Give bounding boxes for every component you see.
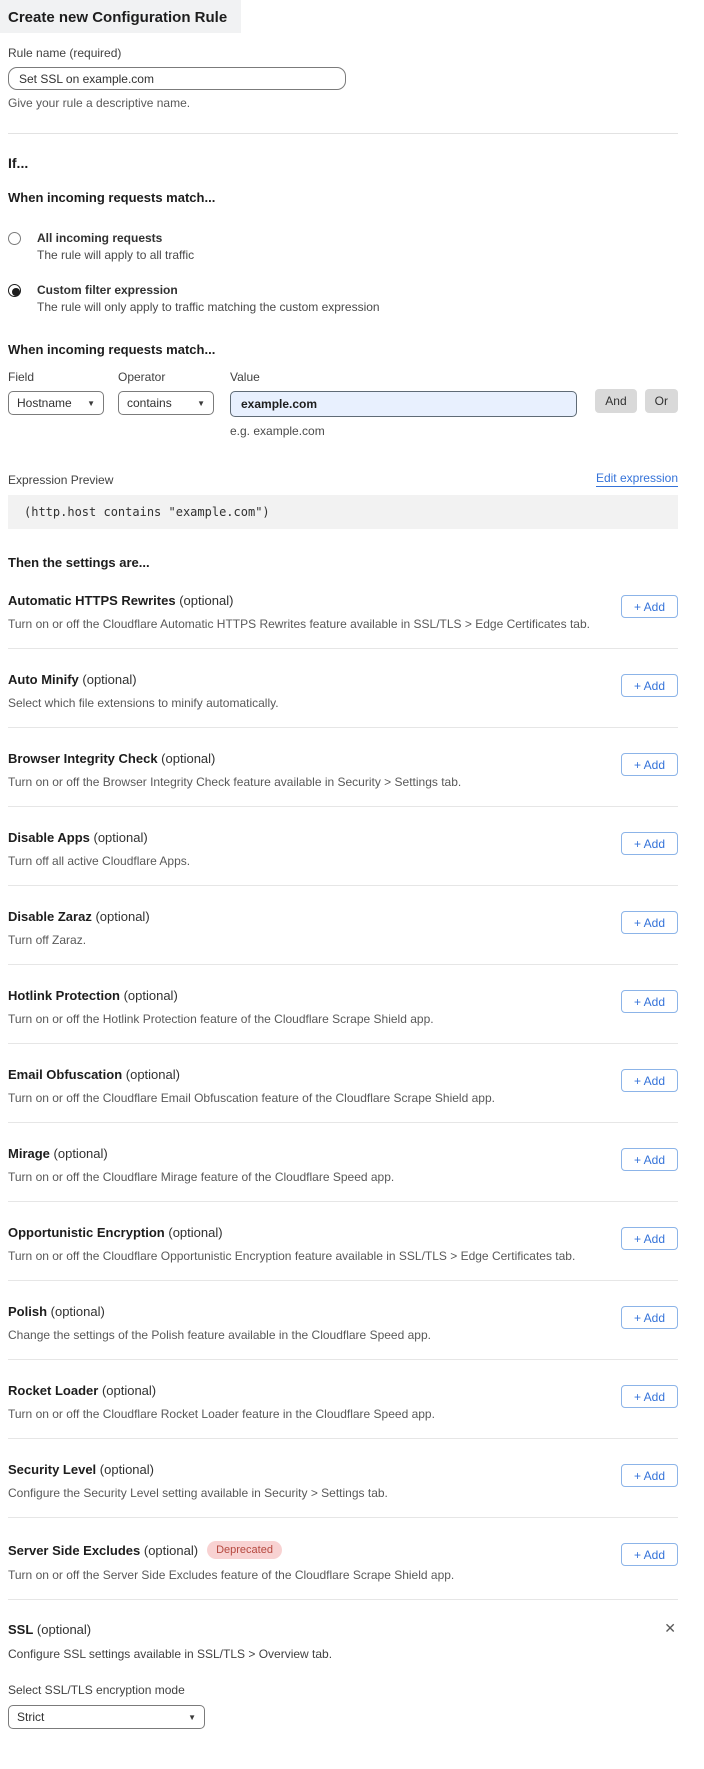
setting-auto-minify (8, 649, 678, 728)
ssl-mode-select-value: Strict (17, 1710, 45, 1724)
setting-description: Turn on or off the Server Side Excludes feature of the Cloudflare Scrape Shield app. (8, 1568, 455, 1582)
setting-description: Turn off all active Cloudflare Apps. (8, 854, 191, 868)
setting-optional: (optional) (53, 1146, 108, 1161)
add-button[interactable]: + Add (621, 753, 678, 776)
setting-description: Turn on or off the Hotlink Protection feature of the Cloudflare Scrape Shield app. (8, 1012, 434, 1026)
field-select[interactable] (8, 391, 104, 415)
setting-title: Hotlink Protection (8, 988, 120, 1003)
operator-select-value: contains (127, 396, 172, 410)
setting-description: Configure the Security Level setting available in Security > Settings tab. (8, 1486, 388, 1500)
value-label: Value (230, 370, 260, 384)
setting-optional: (optional) (101, 1383, 157, 1398)
add-button[interactable]: + Add (621, 832, 678, 855)
radio-selected-icon[interactable] (8, 284, 21, 297)
setting-description: Change the settings of the Polish feature available in the Cloudflare Speed app. (8, 1328, 431, 1342)
expression-preview-label: Expression Preview (8, 473, 114, 487)
add-button[interactable]: + Add (621, 595, 678, 618)
add-button[interactable]: + Add (621, 911, 678, 934)
setting-title: Automatic HTTPS Rewrites (8, 593, 176, 608)
add-button[interactable]: + Add (621, 1227, 678, 1250)
setting-description: Turn on or off the Cloudflare Automatic HTTPS Rewrites feature available in SSL/TLS > Edge Certificates tab. (8, 617, 590, 631)
setting-browser-integrity-check (8, 728, 678, 807)
setting-title: Browser Integrity Check (8, 751, 158, 766)
setting-title: Rocket Loader (8, 1383, 99, 1398)
ssl-mode-label: Select SSL/TLS encryption mode (8, 1683, 185, 1697)
rule-name-input[interactable] (8, 67, 346, 90)
ssl-description: Configure SSL settings available in SSL/TLS > Overview tab. (8, 1647, 333, 1661)
setting-disable-zaraz (8, 886, 678, 965)
setting-optional: (optional) (125, 1067, 180, 1082)
setting-description: Turn off Zaraz. (8, 933, 87, 947)
setting-automatic-https-rewrites (8, 570, 678, 649)
caret-down-icon: ▼ (188, 1712, 196, 1722)
add-button[interactable]: + Add (621, 1148, 678, 1171)
add-button[interactable]: + Add (621, 1464, 678, 1487)
close-icon[interactable]: ✕ (664, 1621, 676, 1637)
rule-name-label: Rule name (required) (8, 46, 122, 60)
setting-description: Turn on or off the Cloudflare Mirage feature of the Cloudflare Speed app. (8, 1170, 395, 1184)
setting-optional: (optional) (168, 1225, 223, 1240)
setting-title: Opportunistic Encryption (8, 1225, 165, 1240)
setting-server-side-excludes (8, 1518, 678, 1600)
setting-opportunistic-encryption (8, 1202, 678, 1281)
setting-description: Select which file extensions to minify automatically. (8, 696, 279, 710)
caret-down-icon: ▼ (197, 398, 205, 408)
settings-list (8, 570, 678, 1729)
setting-optional: (optional) (161, 751, 216, 766)
setting-optional: (optional) (99, 1462, 154, 1477)
radio-description: The rule will only apply to traffic matching the custom expression (37, 300, 380, 314)
setting-title: SSL (8, 1622, 34, 1637)
match-heading: When incoming requests match... (8, 190, 216, 205)
ssl-mode-select[interactable] (8, 1705, 205, 1729)
expression-preview-code: (http.host contains "example.com") (8, 495, 678, 529)
setting-rocket-loader (8, 1360, 678, 1439)
setting-title: Polish (8, 1304, 48, 1319)
setting-title: Mirage (8, 1146, 50, 1161)
radio-all-incoming-requests[interactable] (8, 231, 678, 262)
deprecated-badge: Deprecated (207, 1541, 282, 1559)
setting-optional: (optional) (179, 593, 234, 608)
setting-description: Turn on or off the Cloudflare Email Obfuscation feature of the Cloudflare Scrape Shield app. (8, 1091, 495, 1105)
caret-down-icon: ▼ (87, 398, 95, 408)
edit-expression-link[interactable]: Edit expression (595, 471, 678, 485)
or-button[interactable]: Or (645, 389, 678, 413)
setting-mirage (8, 1123, 678, 1202)
expression-builder-row (8, 370, 678, 438)
setting-polish (8, 1281, 678, 1360)
field-select-value: Hostname (17, 396, 72, 410)
radio-description: The rule will apply to all traffic (37, 248, 195, 262)
setting-optional: (optional) (82, 672, 137, 687)
setting-title: Disable Zaraz (8, 909, 92, 924)
setting-optional: (optional) (36, 1622, 92, 1637)
operator-label: Operator (118, 370, 166, 384)
setting-optional: (optional) (93, 830, 148, 845)
setting-ssl-expanded (8, 1600, 678, 1729)
add-button[interactable]: + Add (621, 674, 678, 697)
and-button[interactable]: And (595, 389, 636, 413)
add-button[interactable]: + Add (621, 1306, 678, 1329)
setting-optional: (optional) (143, 1542, 199, 1558)
field-label: Field (8, 370, 35, 384)
setting-security-level (8, 1439, 678, 1518)
setting-optional: (optional) (123, 988, 178, 1003)
section-divider (8, 133, 678, 134)
radio-custom-filter-expression[interactable] (8, 283, 678, 314)
value-input[interactable] (230, 391, 577, 417)
setting-description: Turn on or off the Cloudflare Opportunistic Encryption feature available in SSL/TLS > Edge Certificates tab. (8, 1249, 576, 1263)
add-button[interactable]: + Add (621, 990, 678, 1013)
setting-title: Server Side Excludes (8, 1542, 141, 1558)
then-settings-heading: Then the settings are... (8, 555, 150, 570)
radio-label: Custom filter expression (37, 283, 178, 297)
setting-description: Turn on or off the Cloudflare Rocket Loader feature in the Cloudflare Speed app. (8, 1407, 435, 1421)
rule-name-group (8, 46, 678, 110)
value-helper: e.g. example.com (230, 424, 325, 438)
operator-select[interactable] (118, 391, 214, 415)
setting-title: Disable Apps (8, 830, 90, 845)
builder-heading: When incoming requests match... (8, 342, 216, 357)
setting-description: Turn on or off the Browser Integrity Check feature available in Security > Settings tab. (8, 775, 462, 789)
setting-title: Email Obfuscation (8, 1067, 123, 1082)
setting-disable-apps (8, 807, 678, 886)
setting-optional: (optional) (95, 909, 150, 924)
setting-optional: (optional) (50, 1304, 105, 1319)
add-button[interactable]: + Add (621, 1543, 678, 1566)
setting-title: Auto Minify (8, 672, 79, 687)
if-heading: If... (8, 155, 29, 171)
add-button[interactable]: + Add (621, 1069, 678, 1092)
setting-title: Security Level (8, 1462, 97, 1477)
radio-unselected-icon[interactable] (8, 232, 21, 245)
add-button[interactable]: + Add (621, 1385, 678, 1408)
expression-preview-header (8, 471, 678, 487)
page-title: Create new Configuration Rule (0, 0, 241, 33)
rule-name-helper: Give your rule a descriptive name. (8, 96, 191, 110)
setting-hotlink-protection (8, 965, 678, 1044)
setting-email-obfuscation (8, 1044, 678, 1123)
radio-label: All incoming requests (37, 231, 163, 245)
